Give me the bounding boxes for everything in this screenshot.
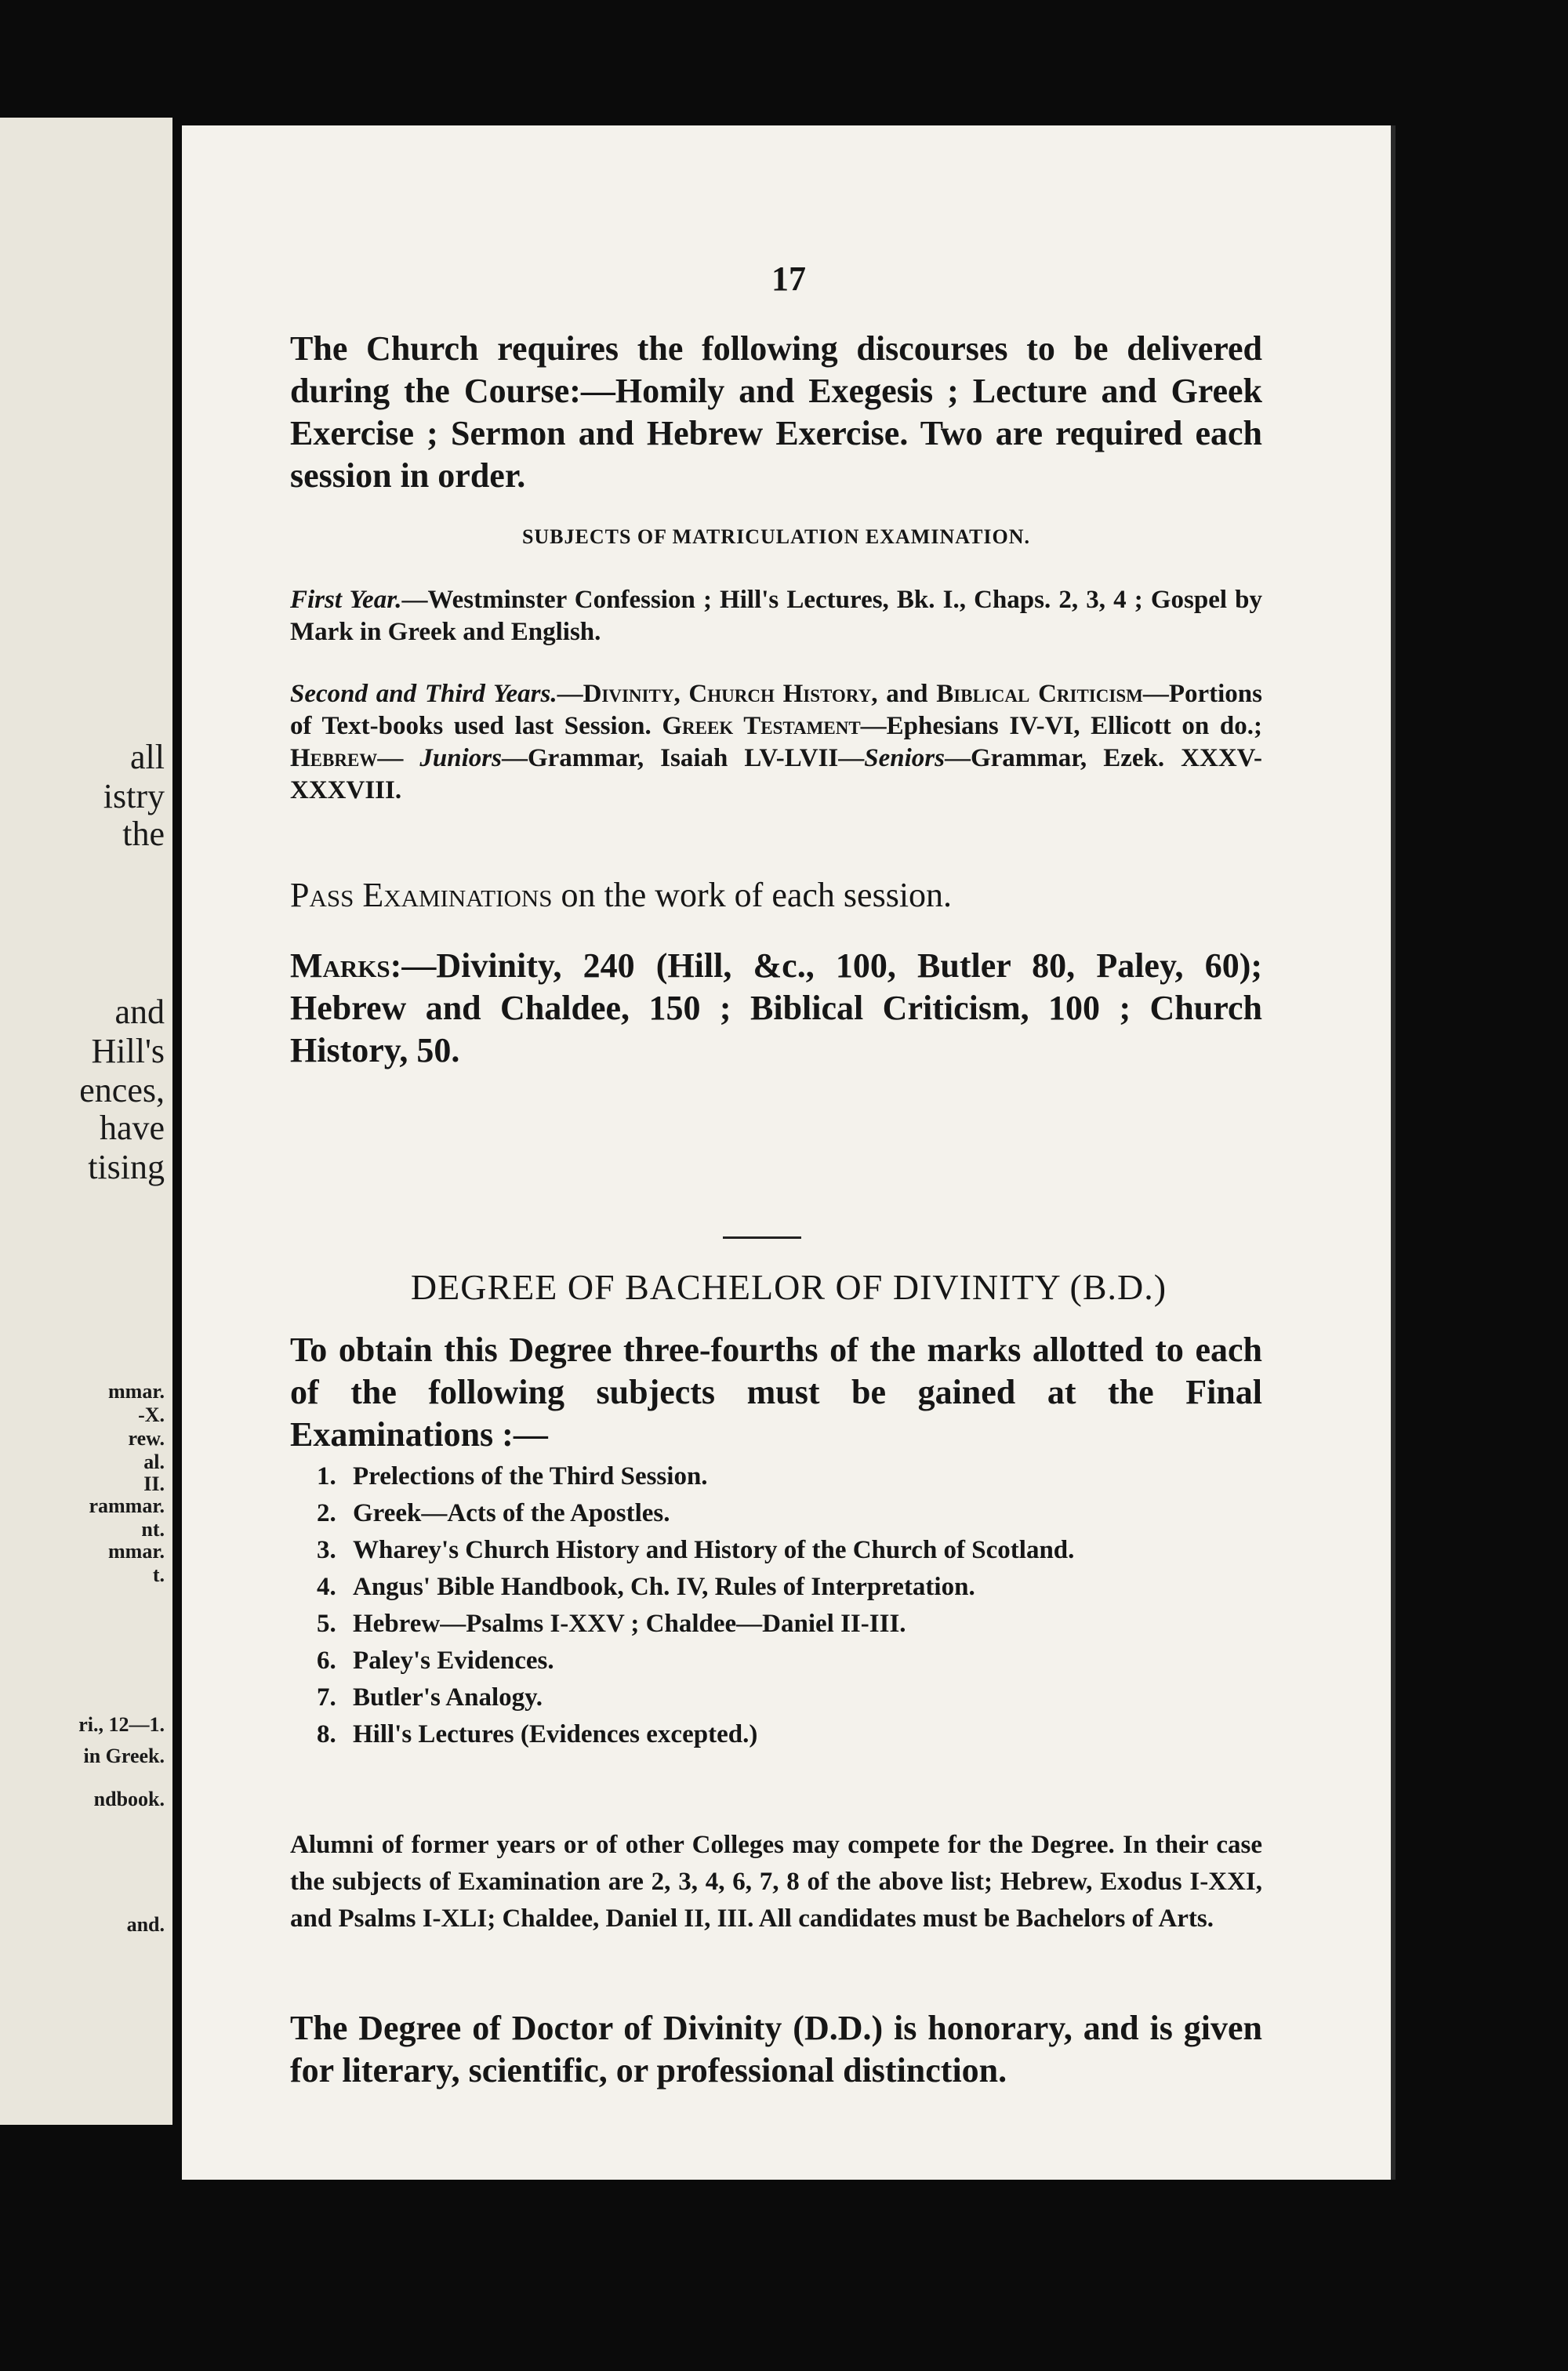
list-text: Angus' Bible Handbook, Ch. IV, Rules of Interpretation.	[353, 1573, 975, 1601]
left-page-text: the	[122, 815, 165, 853]
list-text: Wharey's Church History and History of the Church of Scotland.	[353, 1536, 1075, 1564]
list-text: Hebrew—Psalms I-XXV ; Chaldee—Daniel II-III.	[353, 1610, 906, 1638]
list-item	[317, 1532, 1289, 1569]
list-text: Butler's Analogy.	[353, 1683, 543, 1712]
list-number: 7.	[317, 1683, 336, 1712]
list-item	[317, 1458, 1289, 1495]
list-item	[317, 1716, 1289, 1753]
left-page-text: istry	[103, 777, 165, 815]
left-page-text: rew.	[128, 1427, 165, 1450]
list-number: 1.	[317, 1462, 336, 1490]
hebrew-label: Hebrew	[290, 744, 378, 772]
left-page-text: ri., 12—1.	[78, 1713, 165, 1736]
pass-examinations-label: Pass Examinations	[290, 876, 553, 914]
list-item	[317, 1643, 1289, 1679]
left-page-text: ndbook.	[93, 1788, 165, 1810]
portions-text: —Portions of Text-books used last Session.	[290, 680, 1262, 740]
list-item	[317, 1495, 1289, 1532]
list-number: 3.	[317, 1536, 336, 1564]
document-page	[182, 125, 1396, 2180]
left-page-text: in Greek.	[83, 1745, 165, 1767]
alumni-paragraph: Alumni of former years or of other Colleges may compete for the Degree. In their case the subjects of Examination are 2, 3, 4, 6, 7, 8 of the above list; Hebrew, Exodus I-XXI, and Psalms I-XLI; Chaldee, Daniel II, III. All candidates must be Bachelors of Arts.	[290, 1831, 1262, 1933]
left-page-text: and.	[126, 1913, 165, 1936]
marks-text: :—Divinity, 240 (Hill, &c., 100, Butler 80, Paley, 60); Hebrew and Chaldee, 150 ; Biblical Criticism, 100 ; Church History, 50.	[290, 946, 1262, 1069]
biblical-criticism-label: Biblical Criticism	[936, 680, 1143, 708]
church-history-label: Church History	[688, 680, 872, 708]
first-year-label: First Year.	[290, 586, 402, 614]
second-third-year-paragraph: Second and Third Years.—Divinity, Church History, and Biblical Criticism—Portions of Text-books used last Session. Greek Testament—Ephesians IV-VI, Ellicott on do.; Hebrew— Juniors—Grammar, Isaiah LV-LVII—Seniors—Grammar, Ezek. XXXV-XXXVIII.	[290, 680, 1263, 804]
seniors-text: —Grammar, Ezek. XXXV-XXXVIII.	[290, 744, 1263, 804]
list-item	[317, 1569, 1289, 1606]
bd-subjects-list	[317, 1458, 1289, 1753]
left-page-text: II.	[143, 1472, 165, 1495]
juniors-text: —Grammar, Isaiah LV-LVII—	[501, 744, 865, 772]
and-text: , and	[871, 680, 937, 708]
ephesians-text: —Ephesians IV-VI, Ellicott on do.;	[860, 712, 1263, 740]
list-text: Paley's Evidences.	[353, 1647, 554, 1675]
bd-section-title: DEGREE OF BACHELOR OF DIVINITY (B.D.)	[410, 1267, 1167, 1307]
first-year-paragraph	[290, 584, 1262, 648]
left-page-text: mmar.	[108, 1380, 165, 1403]
left-page-text: nt.	[141, 1518, 165, 1541]
left-page-text: mmar.	[108, 1540, 165, 1563]
intro-paragraph: The Church requires the following discourses to be delivered during the Course:—Homily and Exegesis ; Lecture and Greek Exercise ; Sermon and Hebrew Exercise. Two are required each session in order.	[290, 329, 1262, 495]
dd-paragraph: The Degree of Doctor of Divinity (D.D.) is honorary, and is given for literary, scientific, or professional distinction.	[290, 2009, 1262, 2090]
pass-examinations-paragraph	[290, 874, 1262, 917]
left-page-text: al.	[143, 1451, 165, 1473]
left-page-text: tising	[88, 1148, 165, 1186]
left-page-text: t.	[152, 1563, 165, 1586]
section-divider	[723, 1236, 801, 1239]
list-item	[317, 1606, 1289, 1643]
left-page-text: -X.	[138, 1403, 165, 1426]
list-number: 4.	[317, 1573, 336, 1601]
list-number: 8.	[317, 1720, 336, 1748]
list-text: Hill's Lectures (Evidences excepted.)	[353, 1720, 758, 1748]
divinity-label: —Divinity	[557, 680, 674, 708]
list-number: 5.	[317, 1610, 336, 1638]
left-page-text: rammar.	[89, 1494, 165, 1517]
bd-intro-paragraph: To obtain this Degree three-fourths of the marks allotted to each of the following subjects must be gained at the Final Examinations :—	[290, 1331, 1262, 1454]
list-text: Greek—Acts of the Apostles.	[353, 1499, 670, 1527]
juniors-label: Juniors	[419, 744, 502, 772]
marks-paragraph	[290, 945, 1262, 1072]
marks-label: Marks	[290, 946, 390, 985]
page-number: 17	[771, 260, 806, 298]
seniors-label: Seniors	[864, 744, 945, 772]
list-number: 6.	[317, 1647, 336, 1675]
left-page-text: ences,	[79, 1071, 165, 1109]
greek-testament-label: Greek Testament	[662, 712, 861, 740]
list-number: 2.	[317, 1499, 336, 1527]
left-page-text: all	[130, 738, 165, 776]
left-page-fragment	[0, 118, 172, 2125]
left-page-text: Hill's	[91, 1032, 165, 1070]
matriculation-heading: SUBJECTS OF MATRICULATION EXAMINATION.	[521, 525, 1031, 548]
first-year-text: —Westminster Confession ; Hill's Lectures, Bk. I., Chaps. 2, 3, 4 ; Gospel by Mark in Greek and English.	[290, 586, 1262, 646]
left-page-text: and	[114, 993, 165, 1031]
second-third-label: Second and Third Years.	[290, 680, 557, 708]
pass-examinations-text: on the work of each session.	[552, 876, 953, 914]
list-item	[317, 1679, 1289, 1716]
list-text: Prelections of the Third Session.	[353, 1462, 708, 1490]
left-page-text: have	[99, 1109, 165, 1147]
